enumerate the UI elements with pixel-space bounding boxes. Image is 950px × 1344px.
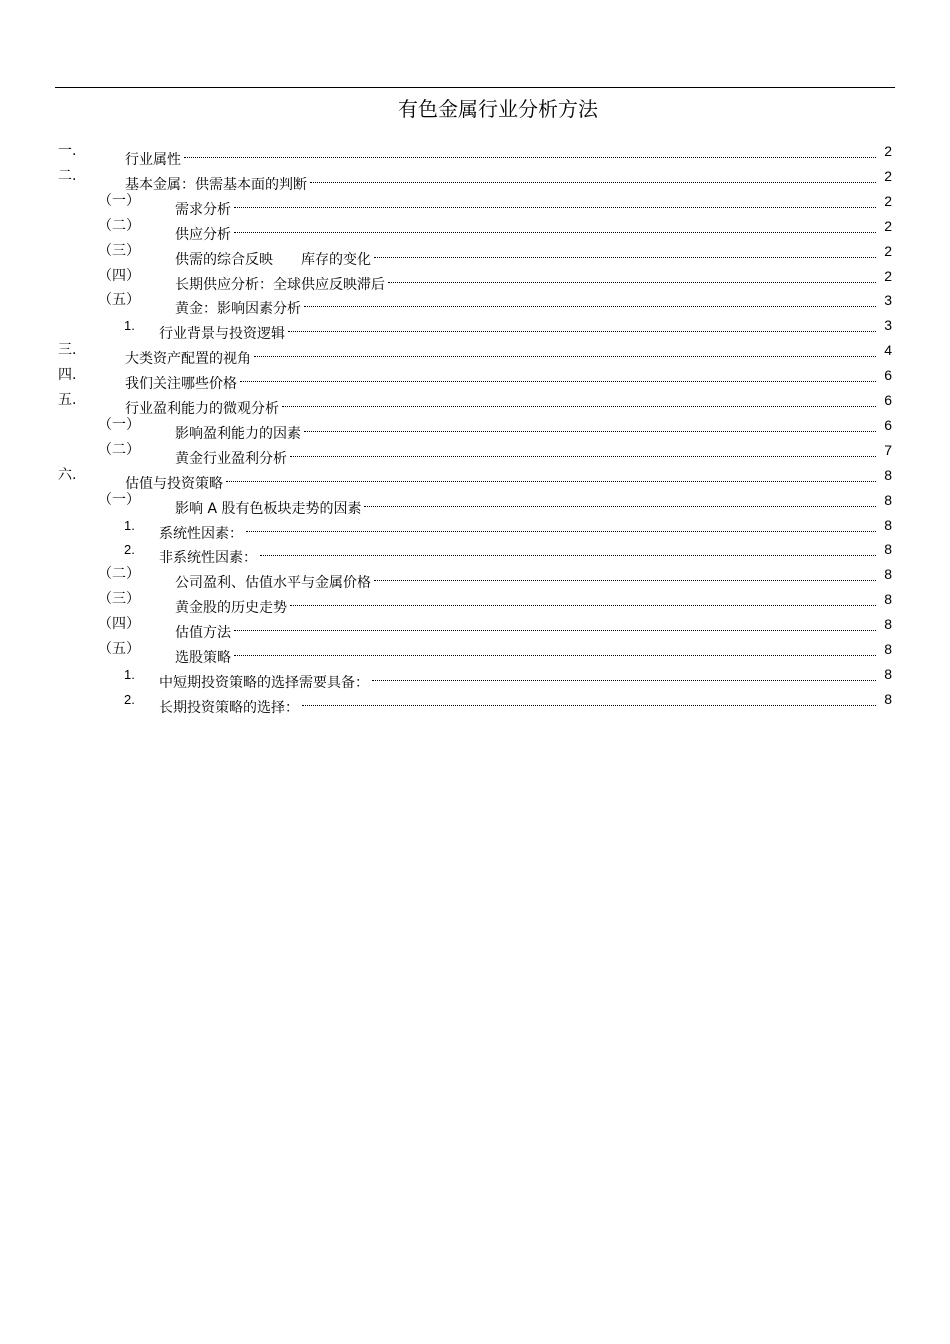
toc-entry[interactable] [0,214,950,243]
toc-dot-leader [234,214,878,239]
toc-entry-number: （四） [98,267,140,284]
toc-entry-title[interactable]: 选股策略 [175,650,231,666]
toc-entry-page-number: 3 [884,292,892,309]
toc-entry[interactable] [0,687,950,716]
toc-entry-title[interactable]: 系统性因素： [159,525,243,542]
toc-dot-leader [260,537,878,562]
toc-dot-leader [246,513,878,538]
toc-entry-page-number: 6 [884,416,892,433]
toc-entry-number: 四. [58,367,77,384]
toc-entry[interactable] [0,413,950,442]
toc-entry-page-number: 8 [884,665,892,682]
toc-entry[interactable] [0,288,950,318]
toc-entry-page-number: 2 [884,267,892,284]
toc-entry[interactable] [0,388,950,417]
toc-entry[interactable] [0,164,950,193]
toc-entry-number: （一） [98,192,140,209]
toc-entry-title[interactable]: 供需的综合反映 库存的变化 [175,251,371,268]
toc-entry-page-number: 2 [884,217,892,234]
toc-entry-page-number: 2 [884,167,892,184]
toc-entry-number: （三） [98,242,140,259]
toc-entry-number: （五） [98,641,140,657]
toc-entry[interactable] [0,313,950,343]
toc-dot-leader [372,662,878,687]
toc-entry-title[interactable]: 非系统性因素： [159,550,257,567]
toc-entry-title[interactable]: 行业盈利能力的微观分析 [125,401,279,417]
toc-entry-title[interactable]: 长期供应分析：全球供应反映滞后 [175,276,385,293]
toc-entry-number: （二） [98,566,140,583]
toc-dot-leader [282,388,878,413]
toc-entry-page-number: 8 [884,566,892,583]
document-title: 有色金属行业分析方法 [398,97,598,121]
toc-dot-leader [302,687,878,712]
toc-entry-title[interactable]: 黄金行业盈利分析 [175,450,287,467]
toc-entry-title[interactable]: 长期投资策略的选择： [159,699,299,716]
toc-dot-leader [290,438,878,463]
toc-entry-page-number: 2 [884,143,892,159]
toc-entry-page-number: 2 [884,192,892,209]
toc-entry-page-number: 4 [884,342,892,359]
toc-dot-leader [254,338,878,363]
toc-entry-title[interactable]: 行业背景与投资逻辑 [159,326,285,343]
toc-entry-number: （一） [98,416,140,433]
toc-entry[interactable] [0,537,950,567]
toc-entry-title[interactable]: 大类资产配置的视角 [125,351,251,368]
toc-entry-page-number: 8 [884,466,892,483]
toc-entry-page-number: 8 [884,641,892,657]
toc-entry-title[interactable]: 估值方法 [175,625,231,642]
toc-entry[interactable] [0,363,950,393]
toc-dot-leader [240,363,878,388]
toc-entry[interactable] [0,662,950,691]
toc-dot-leader [234,189,878,214]
toc-entry-title[interactable]: 黄金股的历史走势 [175,600,287,617]
header-rule [55,87,895,88]
toc-dot-leader [288,313,878,338]
toc-dot-leader [304,288,878,313]
toc-entry[interactable] [0,338,950,368]
toc-dot-leader [226,463,878,488]
toc-entry-number: （二） [98,217,140,234]
toc-entry-page-number: 6 [884,392,892,408]
toc-entry-number: （五） [98,292,140,309]
toc-entry-page-number: 8 [884,491,892,508]
toc-entry-number: 1. [124,666,135,682]
toc-entry-number: 五. [58,392,77,408]
toc-entry-title[interactable]: 基本金属：供需基本面的判断 [125,176,307,193]
toc-entry-number: （四） [98,616,140,633]
toc-entry-number: 2. [124,691,135,707]
toc-entry-page-number: 3 [884,317,892,334]
toc-dot-leader [364,488,878,513]
toc-entry[interactable] [0,463,950,492]
toc-entry-title[interactable]: 影响盈利能力的因素 [175,425,301,442]
toc-dot-leader [234,612,878,637]
toc-entry[interactable] [0,587,950,617]
toc-entry-number: 2. [124,542,135,558]
toc-entry-title[interactable]: 需求分析 [175,201,231,218]
toc-entry-page-number: 8 [884,616,892,633]
toc-entry[interactable] [0,139,950,168]
toc-entry-number: （一） [98,491,140,508]
toc-entry-line [159,687,878,721]
toc-entry[interactable] [0,264,950,293]
toc-entry-number: （二） [98,441,140,458]
toc-dot-leader [310,164,878,189]
toc-entry-title[interactable]: 我们关注哪些价格 [125,376,237,393]
toc-entry-page-number: 8 [884,541,892,558]
toc-entry-title[interactable]: 供应分析 [175,226,231,243]
toc-dot-leader [374,239,878,264]
toc-entry-number: 一. [58,143,77,159]
toc-entry-page-number: 2 [884,242,892,259]
toc-dot-leader [388,264,878,289]
toc-entry[interactable] [0,189,950,218]
toc-dot-leader [184,139,878,164]
toc-entry-page-number: 8 [884,690,892,707]
toc-entry-number: 三. [58,342,77,359]
toc-dot-leader [290,587,878,612]
toc-dot-leader [374,562,878,587]
toc-entry[interactable] [0,239,950,268]
toc-dot-leader [234,637,878,662]
toc-entry-number: 六. [58,466,77,483]
toc-entry-number: 1. [124,318,135,334]
toc-entry[interactable] [0,513,950,542]
toc-entry-title[interactable]: 公司盈利、估值水平与金属价格 [175,575,371,592]
toc-entry-page-number: 8 [884,591,892,608]
toc-entry-page-number: 7 [884,441,892,458]
toc-entry-title[interactable]: 影响 A 股有色板块走势的因素 [175,500,362,517]
toc-entry[interactable] [0,438,950,467]
toc-entry[interactable] [0,562,950,592]
toc-entry-title[interactable]: 中短期投资策略的选择需要具备： [159,674,369,691]
toc-entry-title[interactable]: 黄金：影响因素分析 [175,301,301,318]
toc-entry-title[interactable]: 行业属性 [125,152,181,168]
toc-entry[interactable] [0,612,950,642]
toc-entry-title[interactable]: 估值与投资策略 [125,475,223,492]
toc-entry-number: 二. [58,167,77,184]
toc-entry-number: （三） [98,591,140,608]
toc-entry-number: 1. [124,517,135,533]
toc-entry-page-number: 6 [884,367,892,384]
toc-entry-page-number: 8 [884,516,892,533]
toc-entry[interactable] [0,637,950,666]
toc-dot-leader [304,413,878,438]
toc-entry[interactable] [0,488,950,517]
